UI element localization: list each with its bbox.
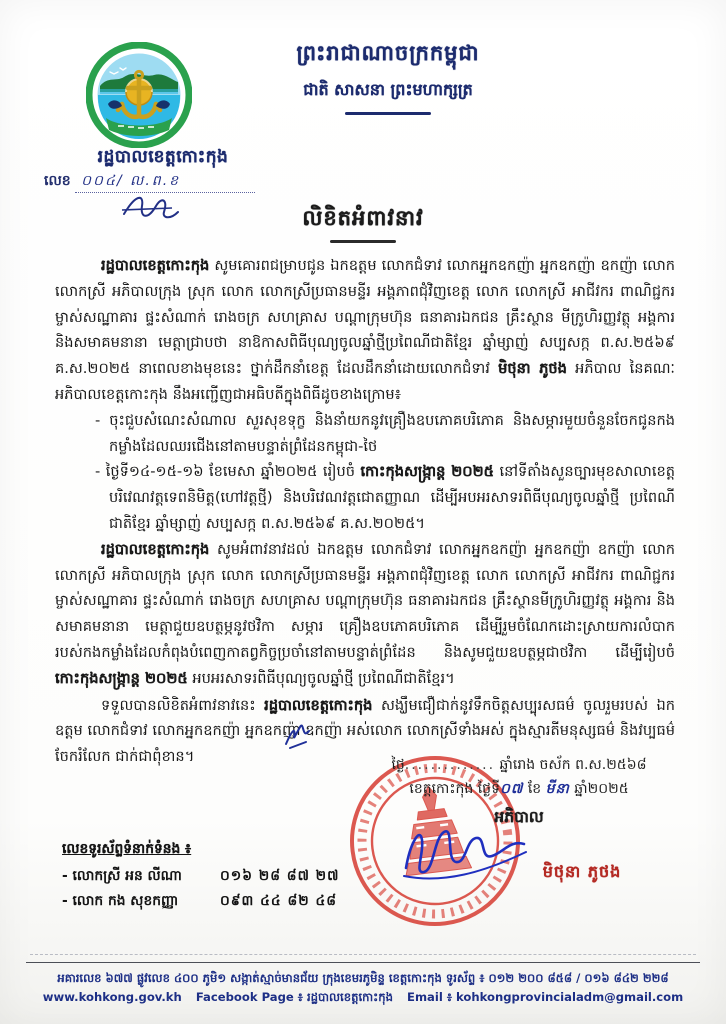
motto-divider: [345, 112, 431, 115]
civil-date-line: [338, 777, 700, 801]
facebook-value: រដ្ឋបាលខេត្តកោះកុង: [306, 990, 393, 1004]
signer-name: មិថុនា ភូថង: [542, 862, 622, 881]
facebook-label: Facebook Page ៖: [195, 990, 303, 1004]
paragraph-3-lead: រដ្ឋបាលខេត្តកោះកុង: [264, 696, 373, 714]
bullet-marker: -: [95, 463, 101, 481]
bullet-2-event-name: កោះកុងសង្រ្កាន្ត ២០២៥: [360, 463, 495, 481]
bullet-list: [95, 408, 675, 537]
paragraph-2: [55, 537, 675, 692]
website-text: www.kohkong.gov.kh: [42, 990, 182, 1004]
signature-ink-icon: [398, 814, 532, 892]
date2-month-handwritten: មីនា: [545, 781, 570, 797]
paragraph-2-lead: រដ្ឋបាលខេត្តកោះកុង: [101, 540, 210, 558]
contact-row: [62, 892, 362, 912]
bullet-2-text-a: ថ្ងៃទី១៤-១៥-១៦ ខែមេសា ឆ្នាំ២០២៥ រៀបចំ: [105, 463, 361, 481]
contact-heading: លេខទូរស័ព្ទទំនាក់ទំនង ៖: [62, 841, 192, 857]
footer-address: អគារលេខ ៦៧៧ ផ្លូវលេខ ៤០០ ភូមិ១ សង្កាត់ស្មាច់មានជ័យ ក្រុងខេមរភូមិន្ទ ខេត្តកោះកុង ទូរស័ព្ទ ៖ ០១២ ២០០ ៨៥៨ / ០១៦ ៨៤២ ២២៨: [57, 971, 669, 985]
paragraph-2-text-a: សូមអំពាវនាវដល់ ឯកឧត្តម លោកជំទាវ លោកអ្នកឧកញ៉ា អ្នកឧកញ៉ា ឧកញ៉ា លោក លោកស្រី អភិបាលក្រុង ស្រុក លោក លោកស្រីប្រធានមន្ទីរ អង្គភាពជុំវិញខេត្ត លោក លោកស្រី អាជីវករ ពាណិជ្ជករ ម្ចាស់សណ្ឋាគារ ផ្ទះសំណាក់ រោងចក្រ សហគ្រាស បណ្តាក្រុមហ៊ុន ធនាគារឯកជន គ្រឹះស្ថានមីក្រូហិរញ្ញវត្ថុ អង្គការ និងសមាគមនានា មេត្តាជួយឧបត្ថម្ភនូវថវិកា សម្ភារ គ្រឿងឧបភោគបរិភោគ ដើម្បីរួមចំណែកដោះស្រាយការលំបាករបស់កងកម្លាំងដែលកំពុងបំពេញកាតព្វកិច្ចប្រចាំនៅតាមបន្ទាត់ព្រំដែន និងសូមជួយឧបត្ថម្ភជាថវិកា ដើម្បីរៀបចំ: [55, 540, 675, 661]
paragraph-1-text-b: អភិបាល នៃគណៈអភិបាលខេត្តកោះកុង នឹងអញ្ជើញជាអធិបតីក្នុងពិធីដូចខាងក្រោម៖: [55, 360, 676, 403]
lunar-date-line: [338, 753, 700, 777]
date2-month-label: ខែ: [523, 781, 546, 797]
paragraph-2-event-name: កោះកុងសង្រ្កាន្ត ២០២៥: [55, 669, 188, 687]
kingdom-motto-line1: ព្រះរាជាណាចក្រកម្ពុជា: [296, 41, 480, 65]
bullet-item-2: [95, 459, 675, 536]
contact-name: - លោកស្រី អន លីណា: [62, 868, 182, 884]
bullet-item-1: [95, 408, 675, 460]
paragraph-3-text-a: ទទួលបានលិខិតអំពាវនាវនេះ: [101, 696, 265, 714]
document-title: លិខិតអំពាវនាវ: [302, 206, 424, 230]
paragraph-3-text-b: សង្ឃឹមជឿជាក់នូវទឹកចិត្តសប្បុរសធម៌ ចូលរួមរបស់ ឯកឧត្តម លោកជំទាវ លោកអ្នកឧកញ៉ា អ្នកឧកញ៉ា ឧកញ៉ា អស់លោក លោកស្រីទាំងអស់ ក្នុងស្មារតីមនុស្សធម៌ និងវប្បធម៌ចែករំលែក ជាក់ជាពុំខាន។: [55, 696, 675, 766]
provincial-emblem-icon: [86, 42, 192, 148]
kingdom-header: [183, 40, 593, 115]
contact-name: - លោក កង សុខកញ្ញា: [62, 893, 179, 909]
contact-phone: ០១៦ ២៨ ៨៧ ២៧: [220, 868, 340, 884]
org-name: រដ្ឋបាលខេត្តកោះកុង: [97, 147, 229, 167]
reference-label: លេខ: [44, 173, 71, 189]
date1-prefix: ថ្ងៃ: [391, 757, 405, 773]
reference-number: ០០៤/: [81, 173, 124, 189]
contact-row: [62, 867, 362, 887]
footer-dashed-divider: [30, 954, 696, 955]
reference-suffix: ល.ព.ខ: [130, 173, 181, 189]
footer: [26, 962, 700, 1007]
date1-rest: ឆ្នាំរោង ចស័ក ព.ស.២៥៦៨: [495, 757, 647, 773]
bullet-1-text: ចុះជួបសំណេះសំណាល សួរសុខទុក្ខ និងនាំយកនូវគ្រឿងឧបភោគបរិភោគ និងសម្ភារមួយចំនួនចែកជូនកងកម្លាំងដែលឈរជើងនៅតាមបន្ទាត់ព្រំដែនកម្ពុជា-ថៃ: [109, 411, 675, 455]
bullet-2-text-b: នៅទីតាំងសួនច្បារមុខសាលាខេត្ត បរិវេណវត្តទេពនិមិត្ត(ហៅវត្តថ្មី) និងបរិវេណវត្តជោតញ្ញាណ ដើម្បីអបអរសាទរពិធីបុណ្យចូលឆ្នាំថ្មី ប្រពៃណីជាតិខ្មែរ ឆ្នាំម្សាញ់ សប្បសក្ក ព.ស.២៥៦៩ គ.ស.២០២៥។: [109, 463, 675, 532]
email-label: Email ៖: [407, 990, 452, 1004]
bullet-marker: -: [95, 411, 101, 429]
date2-day-handwritten: ០៧: [499, 781, 524, 797]
paragraph-1: [55, 253, 675, 408]
title-divider: [330, 240, 396, 243]
footer-links: [26, 988, 700, 1007]
paragraph-1-text-a: សូមគោរពជម្រាបជូន ឯកឧត្តម លោកជំទាវ លោកអ្នកឧកញ៉ា អ្នកឧកញ៉ា ឧកញ៉ា លោក លោកស្រី អភិបាលក្រុង ស្រុក លោក លោកស្រីប្រធានមន្ទីរ អង្គភាពជុំវិញខេត្ត លោក លោកស្រី អាជីវករ ពាណិជ្ជករ ម្ចាស់សណ្ឋាគារ ផ្ទះសំណាក់ រោងចក្រ សហគ្រាស បណ្តាក្រុមហ៊ុន ធនាគារឯកជន គ្រឹះស្ថាន មីក្រូហិរញ្ញវត្ថុ អង្គការ និងសមាគមនានា មេត្តាជ្រាបថា នាឱកាសពិធីបុណ្យចូលឆ្នាំថ្មីប្រពៃណីជាតិខ្មែរ ឆ្នាំម្សាញ់ សប្បសក្ក ព.ស.២៥៦៩ គ.ស.២០២៥ នាពេលខាងមុខនេះ ថ្នាក់ដឹកនាំខេត្ត ដែលដឹកនាំដោយលោកជំទាវ: [55, 257, 675, 378]
paragraph-1-lead: រដ្ឋបាលខេត្តកោះកុង: [101, 257, 210, 274]
email-value: kohkongprovincialadm@gmail.com: [456, 990, 684, 1004]
paragraph-2-text-b: អបអរសាទរពិធីបុណ្យចូលឆ្នាំថ្មី ប្រពៃណីជាតិខ្មែរ។: [187, 669, 455, 687]
contact-block: [62, 840, 362, 912]
ink-checkmark-icon: [282, 722, 316, 754]
kingdom-motto-line2: ជាតិ សាសនា ព្រះមហាក្សត្រ: [303, 80, 473, 99]
contact-phone: ០៩៣ ៤៤ ៨២ ៤៨: [220, 893, 338, 909]
letter-body: [55, 253, 675, 770]
date2-place: ខេត្តកោះកុង ថ្ងៃទី: [409, 781, 500, 797]
governor-name-inline: មិថុនា ភូថង: [498, 360, 567, 378]
date1-blank: ..............: [404, 757, 496, 773]
signer-role: អភិបាល: [494, 808, 544, 826]
date2-year: ឆ្នាំ២០២៥: [569, 781, 629, 797]
